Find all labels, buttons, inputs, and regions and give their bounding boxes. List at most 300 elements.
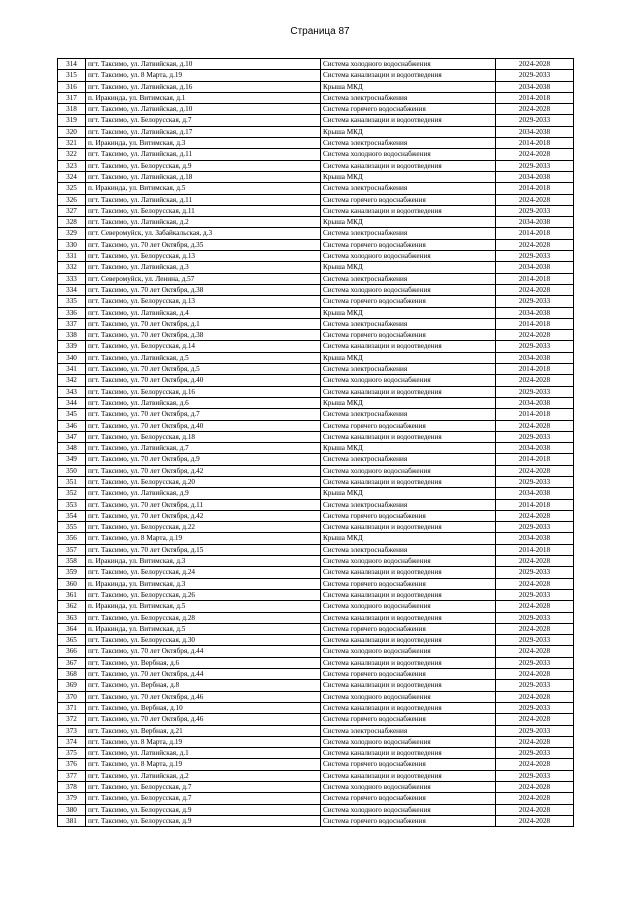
table-row (58, 680, 574, 691)
system-cell: Система канализации и водоотведения (321, 702, 496, 713)
address-cell: пгт. Таксимо, ул. Вербная, д.6 (86, 657, 321, 668)
period-cell: 2024-2028 (496, 815, 574, 826)
address-cell: пгт. Таксимо, ул. 70 лет Октября, д.9 (86, 454, 321, 465)
system-cell: Система канализации и водоотведения (321, 476, 496, 487)
address-cell: п. Иракинда, ул. Витимская, д.5 (86, 601, 321, 612)
system-cell: Система электроснабжения (321, 725, 496, 736)
table-row (58, 296, 574, 307)
table-row (58, 782, 574, 793)
row-number-cell: 364 (58, 623, 86, 634)
system-cell: Система холодного водоснабжения (321, 59, 496, 70)
period-cell: 2029-2033 (496, 431, 574, 442)
address-cell: пгт. Таксимо, ул. Белорусская, д.7 (86, 115, 321, 126)
system-cell: Система электроснабжения (321, 364, 496, 375)
row-number-cell: 375 (58, 748, 86, 759)
address-cell: пгт. Таксимо, ул. Латвийская, д.7 (86, 443, 321, 454)
system-cell: Система холодного водоснабжения (321, 782, 496, 793)
system-cell: Система электроснабжения (321, 544, 496, 555)
system-cell: Система холодного водоснабжения (321, 375, 496, 386)
system-cell: Система канализации и водоотведения (321, 680, 496, 691)
row-number-cell: 323 (58, 160, 86, 171)
row-number-cell: 356 (58, 533, 86, 544)
table-row (58, 59, 574, 70)
system-cell: Система электроснабжения (321, 409, 496, 420)
period-cell: 2024-2028 (496, 736, 574, 747)
period-cell: 2034-2038 (496, 443, 574, 454)
address-cell: пгт. Таксимо, ул. Латвийская, д.11 (86, 194, 321, 205)
period-cell: 2024-2028 (496, 623, 574, 634)
row-number-cell: 350 (58, 465, 86, 476)
table-row (58, 510, 574, 521)
address-cell: пгт. Таксимо, ул. 8 Марта, д.19 (86, 70, 321, 81)
period-cell: 2024-2028 (496, 420, 574, 431)
system-cell: Система горячего водоснабжения (321, 578, 496, 589)
address-cell: пгт. Таксимо, ул. 70 лет Октября, д.44 (86, 669, 321, 680)
address-cell: пгт. Таксимо, ул. Белорусская, д.11 (86, 205, 321, 216)
system-cell: Система канализации и водоотведения (321, 115, 496, 126)
row-number-cell: 361 (58, 589, 86, 600)
period-cell: 2024-2028 (496, 669, 574, 680)
table-row (58, 341, 574, 352)
address-cell: пгт. Таксимо, ул. Белорусская, д.13 (86, 251, 321, 262)
address-cell: пгт. Таксимо, ул. Белорусская, д.30 (86, 635, 321, 646)
row-number-cell: 372 (58, 714, 86, 725)
period-cell: 2024-2028 (496, 510, 574, 521)
table-row (58, 635, 574, 646)
row-number-cell: 374 (58, 736, 86, 747)
system-cell: Система холодного водоснабжения (321, 646, 496, 657)
row-number-cell: 337 (58, 318, 86, 329)
period-cell: 2014-2018 (496, 183, 574, 194)
address-cell: пгт. Таксимо, ул. 70 лет Октября, д.42 (86, 465, 321, 476)
table-row (58, 115, 574, 126)
address-cell: пгт. Таксимо, ул. Латвийская, д.11 (86, 149, 321, 160)
period-cell: 2029-2033 (496, 657, 574, 668)
system-cell: Система холодного водоснабжения (321, 736, 496, 747)
table-row (58, 454, 574, 465)
period-cell: 2029-2033 (496, 702, 574, 713)
address-cell: пгт. Таксимо, ул. Белорусская, д.9 (86, 815, 321, 826)
row-number-cell: 362 (58, 601, 86, 612)
table-row (58, 330, 574, 341)
row-number-cell: 353 (58, 499, 86, 510)
table-row (58, 544, 574, 555)
address-cell: пгт. Таксимо, ул. Латвийская, д.10 (86, 104, 321, 115)
system-cell: Система холодного водоснабжения (321, 804, 496, 815)
period-cell: 2029-2033 (496, 748, 574, 759)
system-cell: Система электроснабжения (321, 138, 496, 149)
table-row (58, 273, 574, 284)
period-cell: 2024-2028 (496, 782, 574, 793)
system-cell: Система горячего водоснабжения (321, 239, 496, 250)
table-row (58, 92, 574, 103)
period-cell: 2029-2033 (496, 612, 574, 623)
system-cell: Система горячего водоснабжения (321, 296, 496, 307)
table-row (58, 465, 574, 476)
table-row (58, 228, 574, 239)
system-cell: Система канализации и водоотведения (321, 748, 496, 759)
row-number-cell: 360 (58, 578, 86, 589)
row-number-cell: 340 (58, 352, 86, 363)
table-row (58, 646, 574, 657)
system-cell: Система горячего водоснабжения (321, 669, 496, 680)
row-number-cell: 349 (58, 454, 86, 465)
address-cell: пгт. Таксимо, ул. 70 лет Октября, д.40 (86, 420, 321, 431)
row-number-cell: 318 (58, 104, 86, 115)
address-cell: пгт. Таксимо, ул. 70 лет Октября, д.40 (86, 375, 321, 386)
row-number-cell: 357 (58, 544, 86, 555)
system-cell: Система канализации и водоотведения (321, 612, 496, 623)
row-number-cell: 345 (58, 409, 86, 420)
row-number-cell: 366 (58, 646, 86, 657)
row-number-cell: 368 (58, 669, 86, 680)
period-cell: 2034-2038 (496, 397, 574, 408)
system-cell: Система холодного водоснабжения (321, 691, 496, 702)
period-cell: 2014-2018 (496, 544, 574, 555)
table-row (58, 375, 574, 386)
period-cell: 2029-2033 (496, 386, 574, 397)
row-number-cell: 358 (58, 556, 86, 567)
period-cell: 2024-2028 (496, 556, 574, 567)
table-row (58, 578, 574, 589)
period-cell: 2024-2028 (496, 465, 574, 476)
system-cell: Крыша МКД (321, 352, 496, 363)
period-cell: 2034-2038 (496, 262, 574, 273)
table-row (58, 725, 574, 736)
period-cell: 2024-2028 (496, 646, 574, 657)
address-cell: пгт. Таксимо, ул. Латвийская, д.9 (86, 488, 321, 499)
system-cell: Система электроснабжения (321, 183, 496, 194)
period-cell: 2034-2038 (496, 352, 574, 363)
address-cell: пгт. Таксимо, ул. Белорусская, д.20 (86, 476, 321, 487)
table-row (58, 149, 574, 160)
table-row (58, 160, 574, 171)
row-number-cell: 334 (58, 284, 86, 295)
row-number-cell: 321 (58, 138, 86, 149)
table-row (58, 251, 574, 262)
row-number-cell: 376 (58, 759, 86, 770)
address-cell: пгт. Таксимо, ул. 70 лет Октября, д.44 (86, 646, 321, 657)
system-cell: Система канализации и водоотведения (321, 657, 496, 668)
table-row (58, 81, 574, 92)
row-number-cell: 339 (58, 341, 86, 352)
address-cell: п. Иракинда, ул. Витимская, д.5 (86, 623, 321, 634)
row-number-cell: 371 (58, 702, 86, 713)
system-cell: Крыша МКД (321, 307, 496, 318)
table-body (58, 59, 574, 827)
table-row (58, 804, 574, 815)
system-cell: Крыша МКД (321, 81, 496, 92)
period-cell: 2014-2018 (496, 499, 574, 510)
address-cell: пгт. Таксимо, ул. Белорусская, д.9 (86, 804, 321, 815)
address-cell: пгт. Таксимо, ул. Белорусская, д.26 (86, 589, 321, 600)
row-number-cell: 347 (58, 431, 86, 442)
period-cell: 2029-2033 (496, 296, 574, 307)
period-cell: 2034-2038 (496, 533, 574, 544)
table-row (58, 138, 574, 149)
table-row (58, 623, 574, 634)
period-cell: 2024-2028 (496, 330, 574, 341)
period-cell: 2024-2028 (496, 759, 574, 770)
row-number-cell: 377 (58, 770, 86, 781)
table-row (58, 205, 574, 216)
period-cell: 2024-2028 (496, 284, 574, 295)
system-cell: Система канализации и водоотведения (321, 205, 496, 216)
row-number-cell: 316 (58, 81, 86, 92)
system-cell: Система электроснабжения (321, 499, 496, 510)
system-cell: Крыша МКД (321, 533, 496, 544)
row-number-cell: 332 (58, 262, 86, 273)
system-cell: Система электроснабжения (321, 92, 496, 103)
table-row (58, 522, 574, 533)
address-cell: пгт. Северомуйск, ул. Ленина, д.57 (86, 273, 321, 284)
system-cell: Крыша МКД (321, 443, 496, 454)
period-cell: 2024-2028 (496, 194, 574, 205)
row-number-cell: 341 (58, 364, 86, 375)
period-cell: 2029-2033 (496, 567, 574, 578)
system-cell: Система холодного водоснабжения (321, 556, 496, 567)
system-cell: Система канализации и водоотведения (321, 635, 496, 646)
table-row (58, 239, 574, 250)
system-cell: Система электроснабжения (321, 318, 496, 329)
table-row (58, 420, 574, 431)
period-cell: 2034-2038 (496, 217, 574, 228)
row-number-cell: 317 (58, 92, 86, 103)
system-cell: Крыша МКД (321, 126, 496, 137)
address-cell: пгт. Таксимо, ул. Вербная, д.8 (86, 680, 321, 691)
address-cell: пгт. Таксимо, ул. Белорусская, д.7 (86, 782, 321, 793)
row-number-cell: 331 (58, 251, 86, 262)
row-number-cell: 322 (58, 149, 86, 160)
period-cell: 2029-2033 (496, 160, 574, 171)
system-cell: Система канализации и водоотведения (321, 431, 496, 442)
system-cell: Система электроснабжения (321, 273, 496, 284)
period-cell: 2024-2028 (496, 239, 574, 250)
address-cell: п. Иракинда, ул. Витимская, д.3 (86, 578, 321, 589)
address-cell: пгт. Таксимо, ул. 70 лет Октября, д.46 (86, 691, 321, 702)
address-cell: пгт. Таксимо, ул. Латвийская, д.16 (86, 81, 321, 92)
period-cell: 2034-2038 (496, 307, 574, 318)
period-cell: 2024-2028 (496, 375, 574, 386)
row-number-cell: 359 (58, 567, 86, 578)
table-row (58, 669, 574, 680)
period-cell: 2029-2033 (496, 589, 574, 600)
period-cell: 2034-2038 (496, 126, 574, 137)
table-row (58, 262, 574, 273)
table-row (58, 770, 574, 781)
system-cell: Система канализации и водоотведения (321, 567, 496, 578)
address-cell: пгт. Таксимо, ул. Латвийская, д.2 (86, 217, 321, 228)
row-number-cell: 355 (58, 522, 86, 533)
address-cell: пгт. Таксимо, ул. Латвийская, д.3 (86, 262, 321, 273)
address-cell: пгт. Таксимо, ул. 70 лет Октября, д.1 (86, 318, 321, 329)
row-number-cell: 348 (58, 443, 86, 454)
period-cell: 2024-2028 (496, 578, 574, 589)
table-row (58, 601, 574, 612)
row-number-cell: 365 (58, 635, 86, 646)
system-cell: Система горячего водоснабжения (321, 623, 496, 634)
system-cell: Система горячего водоснабжения (321, 330, 496, 341)
address-cell: пгт. Таксимо, ул. Латвийская, д.4 (86, 307, 321, 318)
table-row (58, 759, 574, 770)
row-number-cell: 327 (58, 205, 86, 216)
table-row (58, 431, 574, 442)
table-row (58, 567, 574, 578)
system-cell: Система канализации и водоотведения (321, 341, 496, 352)
address-cell: пгт. Таксимо, ул. Белорусская, д.7 (86, 793, 321, 804)
period-cell: 2029-2033 (496, 341, 574, 352)
address-cell: пгт. Таксимо, ул. Белорусская, д.9 (86, 160, 321, 171)
table-row (58, 217, 574, 228)
period-cell: 2014-2018 (496, 364, 574, 375)
table-row (58, 284, 574, 295)
table-row (58, 397, 574, 408)
row-number-cell: 329 (58, 228, 86, 239)
row-number-cell: 352 (58, 488, 86, 499)
address-cell: пгт. Таксимо, ул. 8 Марта, д.19 (86, 759, 321, 770)
row-number-cell: 373 (58, 725, 86, 736)
system-cell: Система горячего водоснабжения (321, 104, 496, 115)
row-number-cell: 346 (58, 420, 86, 431)
address-cell: пгт. Таксимо, ул. 8 Марта, д.19 (86, 736, 321, 747)
system-cell: Система горячего водоснабжения (321, 194, 496, 205)
address-cell: п. Иракинда, ул. Витимская, д.3 (86, 138, 321, 149)
row-number-cell: 314 (58, 59, 86, 70)
system-cell: Система канализации и водоотведения (321, 770, 496, 781)
address-cell: пгт. Таксимо, ул. Белорусская, д.13 (86, 296, 321, 307)
table-row (58, 443, 574, 454)
address-cell: пгт. Таксимо, ул. Белорусская, д.18 (86, 431, 321, 442)
row-number-cell: 343 (58, 386, 86, 397)
period-cell: 2029-2033 (496, 680, 574, 691)
period-cell: 2024-2028 (496, 714, 574, 725)
address-cell: пгт. Таксимо, ул. 70 лет Октября, д.42 (86, 510, 321, 521)
row-number-cell: 370 (58, 691, 86, 702)
system-cell: Система канализации и водоотведения (321, 160, 496, 171)
period-cell: 2029-2033 (496, 635, 574, 646)
system-cell: Крыша МКД (321, 217, 496, 228)
period-cell: 2034-2038 (496, 81, 574, 92)
period-cell: 2024-2028 (496, 793, 574, 804)
table-row (58, 386, 574, 397)
system-cell: Система электроснабжения (321, 228, 496, 239)
address-cell: пгт. Таксимо, ул. Латвийская, д.5 (86, 352, 321, 363)
system-cell: Система холодного водоснабжения (321, 284, 496, 295)
row-number-cell: 325 (58, 183, 86, 194)
period-cell: 2029-2033 (496, 522, 574, 533)
address-cell: п. Иракинда, ул. Витимская, д.3 (86, 556, 321, 567)
period-cell: 2014-2018 (496, 138, 574, 149)
period-cell: 2014-2018 (496, 454, 574, 465)
table-row (58, 364, 574, 375)
table-row (58, 476, 574, 487)
address-cell: пгт. Таксимо, ул. 70 лет Октября, д.5 (86, 364, 321, 375)
row-number-cell: 330 (58, 239, 86, 250)
page-header: Страница 87 (290, 26, 350, 37)
row-number-cell: 367 (58, 657, 86, 668)
row-number-cell: 354 (58, 510, 86, 521)
period-cell: 2029-2033 (496, 770, 574, 781)
address-cell: пгт. Таксимо, ул. Латвийская, д.10 (86, 59, 321, 70)
row-number-cell: 342 (58, 375, 86, 386)
table-row (58, 714, 574, 725)
table-row (58, 104, 574, 115)
system-cell: Система горячего водоснабжения (321, 510, 496, 521)
system-cell: Система горячего водоснабжения (321, 714, 496, 725)
row-number-cell: 363 (58, 612, 86, 623)
table-row (58, 815, 574, 826)
system-cell: Крыша МКД (321, 171, 496, 182)
row-number-cell: 315 (58, 70, 86, 81)
system-cell: Система канализации и водоотведения (321, 70, 496, 81)
table-row (58, 589, 574, 600)
period-cell: 2024-2028 (496, 804, 574, 815)
address-cell: пгт. Таксимо, ул. 70 лет Октября, д.38 (86, 284, 321, 295)
table-row (58, 183, 574, 194)
address-cell: пгт. Таксимо, ул. Белорусская, д.22 (86, 522, 321, 533)
system-cell: Система горячего водоснабжения (321, 420, 496, 431)
system-cell: Крыша МКД (321, 262, 496, 273)
row-number-cell: 381 (58, 815, 86, 826)
table-row (58, 533, 574, 544)
period-cell: 2029-2033 (496, 725, 574, 736)
row-number-cell: 320 (58, 126, 86, 137)
period-cell: 2034-2038 (496, 171, 574, 182)
period-cell: 2014-2018 (496, 228, 574, 239)
period-cell: 2029-2033 (496, 476, 574, 487)
system-cell: Система холодного водоснабжения (321, 465, 496, 476)
table-row (58, 657, 574, 668)
system-cell: Система холодного водоснабжения (321, 251, 496, 262)
table-row (58, 612, 574, 623)
row-number-cell: 319 (58, 115, 86, 126)
address-cell: пгт. Таксимо, ул. Латвийская, д.2 (86, 770, 321, 781)
table-row (58, 702, 574, 713)
row-number-cell: 351 (58, 476, 86, 487)
address-cell: пгт. Таксимо, ул. 70 лет Октября, д.38 (86, 330, 321, 341)
system-cell: Система горячего водоснабжения (321, 793, 496, 804)
period-cell: 2014-2018 (496, 92, 574, 103)
period-cell: 2029-2033 (496, 115, 574, 126)
address-cell: пгт. Таксимо, ул. 70 лет Октября, д.7 (86, 409, 321, 420)
table-row (58, 499, 574, 510)
address-cell: пгт. Таксимо, ул. Латвийская, д.17 (86, 126, 321, 137)
table-row (58, 318, 574, 329)
table-row (58, 736, 574, 747)
period-cell: 2024-2028 (496, 601, 574, 612)
row-number-cell: 378 (58, 782, 86, 793)
address-cell: пгт. Таксимо, ул. Белорусская, д.16 (86, 386, 321, 397)
table-row (58, 352, 574, 363)
address-cell: пгт. Таксимо, ул. Латвийская, д.1 (86, 748, 321, 759)
period-cell: 2014-2018 (496, 409, 574, 420)
table-row (58, 556, 574, 567)
table-row (58, 307, 574, 318)
table-row (58, 171, 574, 182)
address-cell: пгт. Таксимо, ул. Вербная, д.10 (86, 702, 321, 713)
period-cell: 2024-2028 (496, 149, 574, 160)
address-cell: пгт. Таксимо, ул. 70 лет Октября, д.15 (86, 544, 321, 555)
row-number-cell: 369 (58, 680, 86, 691)
period-cell: 2024-2028 (496, 104, 574, 115)
address-cell: пгт. Таксимо, ул. 70 лет Октября, д.35 (86, 239, 321, 250)
period-cell: 2029-2033 (496, 205, 574, 216)
address-cell: пгт. Таксимо, ул. Белорусская, д.14 (86, 341, 321, 352)
address-cell: пгт. Таксимо, ул. 70 лет Октября, д.46 (86, 714, 321, 725)
table-row (58, 70, 574, 81)
address-cell: пгт. Таксимо, ул. 70 лет Октября, д.11 (86, 499, 321, 510)
system-cell: Система горячего водоснабжения (321, 815, 496, 826)
